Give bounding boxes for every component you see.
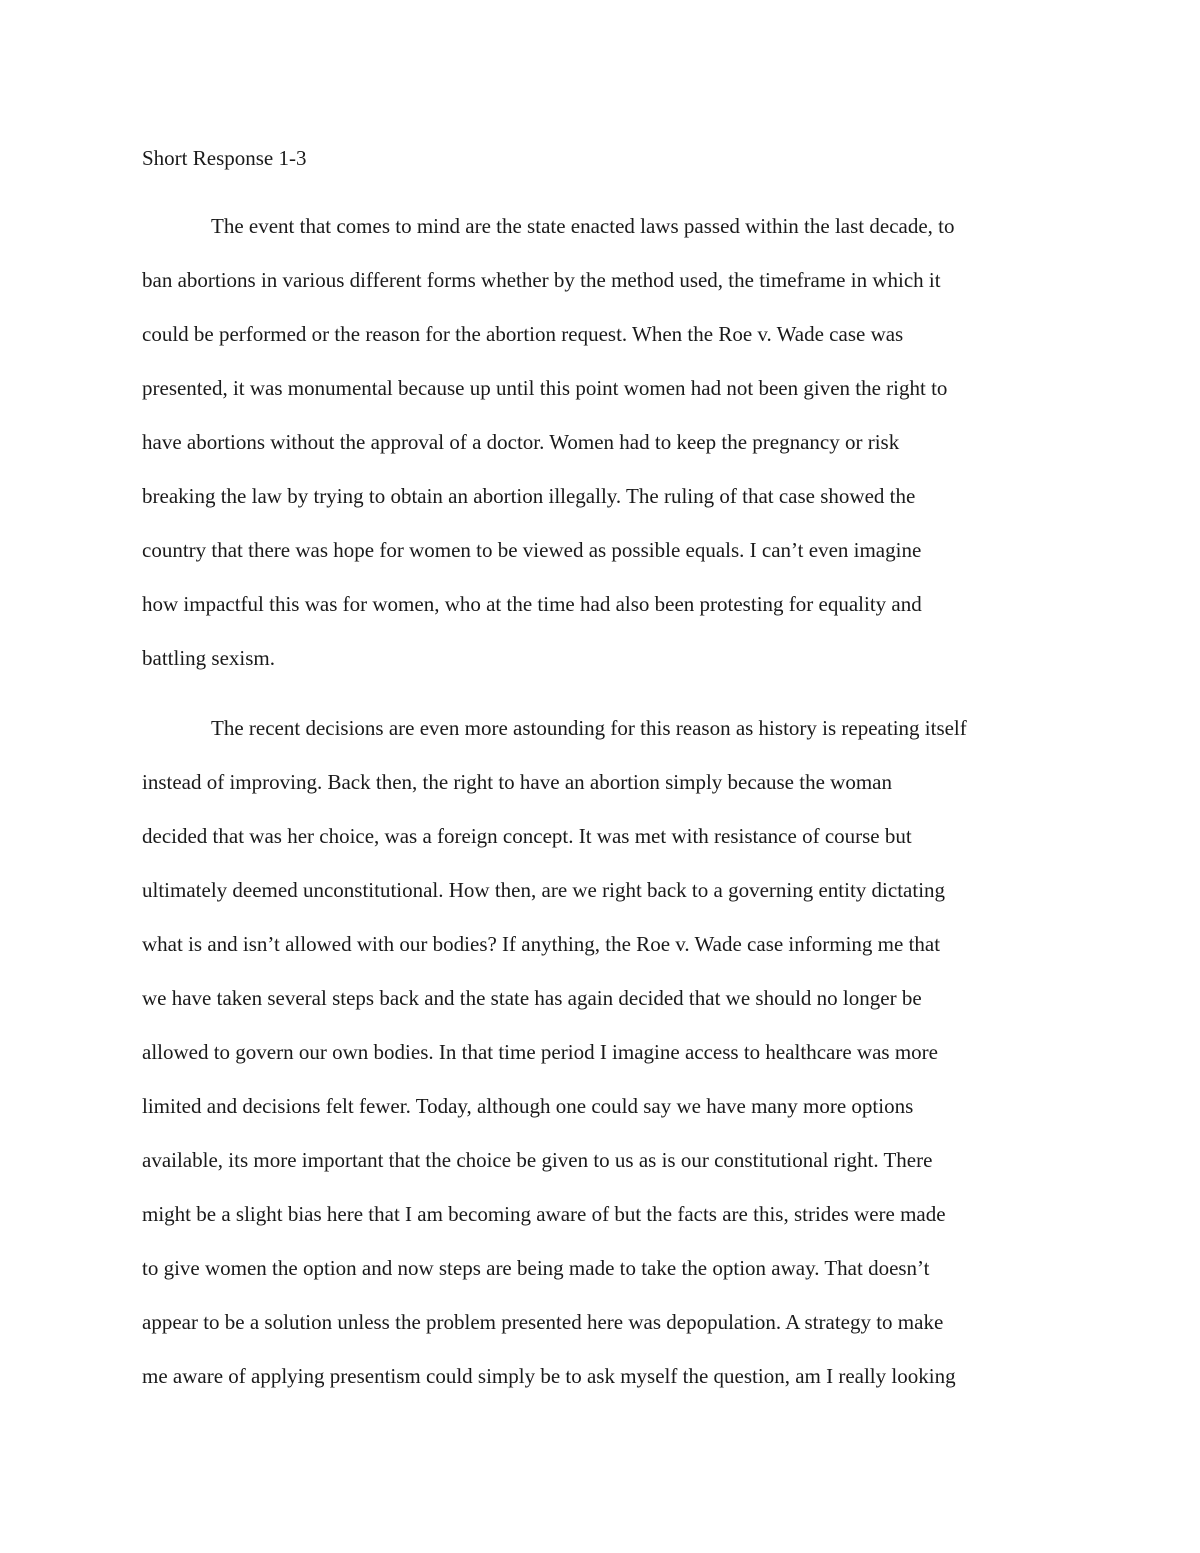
- document-title: Short Response 1-3: [142, 146, 307, 170]
- paragraph-2-line: me aware of applying presentism could simply be to ask myself the question, am I really looking: [142, 1364, 956, 1388]
- paragraph-1-line: The event that comes to mind are the state enacted laws passed within the last decade, to: [211, 214, 955, 238]
- paragraph-2-line: to give women the option and now steps are being made to take the option away. That doesn’t: [142, 1256, 930, 1280]
- paragraph-2-line: available, its more important that the choice be given to us as is our constitutional right. There: [142, 1148, 933, 1172]
- paragraph-2-line: instead of improving. Back then, the right to have an abortion simply because the woman: [142, 770, 892, 794]
- paragraph-1-line: could be performed or the reason for the abortion request. When the Roe v. Wade case was: [142, 322, 904, 346]
- paragraph-1-line: have abortions without the approval of a doctor. Women had to keep the pregnancy or risk: [142, 430, 900, 454]
- paragraph-2-line: allowed to govern our own bodies. In that time period I imagine access to healthcare was more: [142, 1040, 938, 1064]
- paragraph-2-line: limited and decisions felt fewer. Today, although one could say we have many more options: [142, 1094, 914, 1118]
- paragraph-2-line: we have taken several steps back and the state has again decided that we should no longer be: [142, 986, 922, 1010]
- paragraph-1-line: how impactful this was for women, who at the time had also been protesting for equality and: [142, 592, 922, 616]
- paragraph-1-line: ban abortions in various different forms whether by the method used, the timeframe in which it: [142, 268, 941, 292]
- paragraph-2-line: The recent decisions are even more astounding for this reason as history is repeating itself: [211, 716, 967, 740]
- paragraph-1-line: breaking the law by trying to obtain an abortion illegally. The ruling of that case showed the: [142, 484, 916, 508]
- paragraph-1-line: country that there was hope for women to be viewed as possible equals. I can’t even imagine: [142, 538, 922, 562]
- paragraph-2-line: what is and isn’t allowed with our bodies? If anything, the Roe v. Wade case informing me that: [142, 932, 941, 956]
- paragraph-1-line: presented, it was monumental because up until this point women had not been given the right to: [142, 376, 948, 400]
- paragraph-1-line: battling sexism.: [142, 646, 275, 670]
- paragraph-2-line: appear to be a solution unless the problem presented here was depopulation. A strategy to make: [142, 1310, 944, 1334]
- paragraph-2-line: decided that was her choice, was a foreign concept. It was met with resistance of course but: [142, 824, 912, 848]
- paragraph-2-line: ultimately deemed unconstitutional. How then, are we right back to a governing entity dictating: [142, 878, 946, 902]
- paragraph-2-line: might be a slight bias here that I am becoming aware of but the facts are this, strides were made: [142, 1202, 946, 1226]
